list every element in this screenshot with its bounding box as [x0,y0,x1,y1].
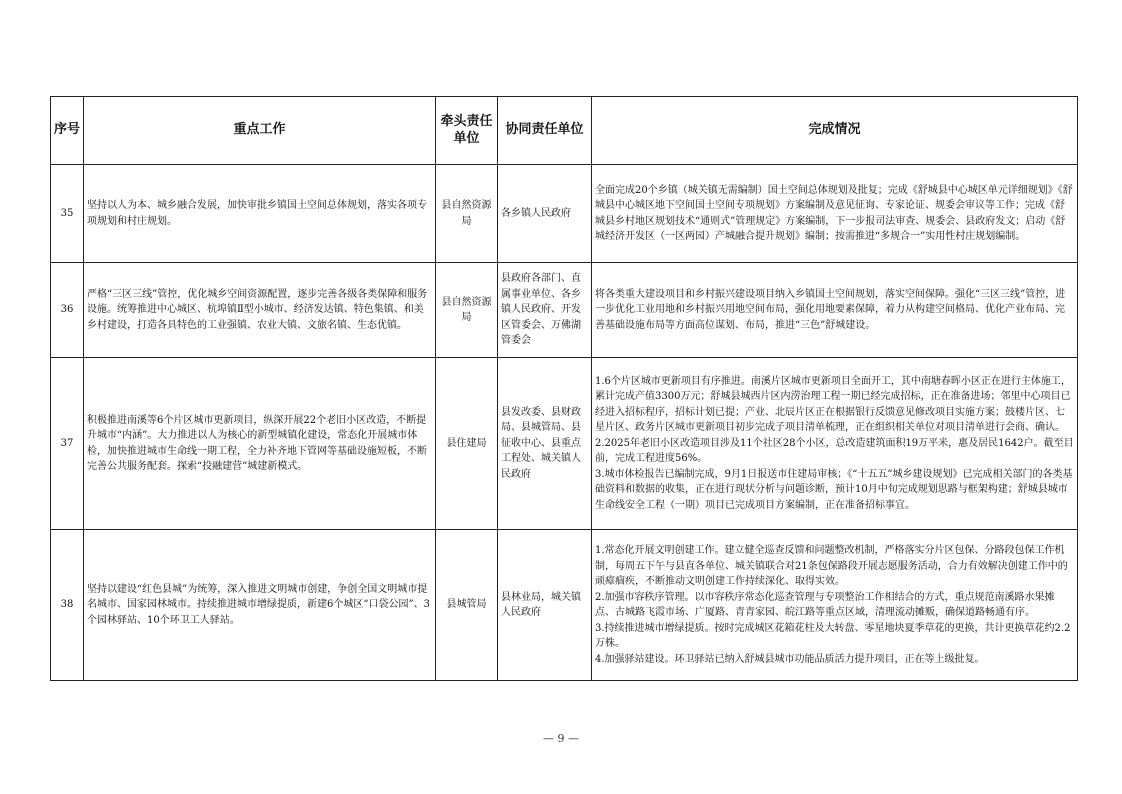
header-serial-number: 序号 [51,97,84,165]
work-table [50,96,1078,681]
status-paragraph: 将各类重大建设项目和乡村振兴建设项目纳入乡镇国土空间规划，落实空间保障。强化“三区三线”管控，进一步优化工业用地和乡村振兴用地空间布局，强化用地要素保障，着力从构建空间格局、优化产业布局、完善基础设施布局等方面高位谋划、布局，推进“三色”舒城建设。 [595,288,1066,331]
status-paragraph: 1.6个片区城市更新项目有序推进。南溪片区城市更新项目全面开工，其中南塘春晖小区正在进行主体施工，累计完成产值3300万元；舒城县城西片区内涝治理工程一期已经完成招标，正在准备进场；邻里中心项目已经进入招标程序，招标计划已提；产业、北辰片区正在根据银行反馈意见修改项目实施方案；鼓楼片区、七星片区、政务片区城市更新项目初步完成子项目清单梳理，正在组织相关单位对项目清单进行会商、确认。 [595,375,1071,434]
row-key-work: 严格“三区三线”管控，优化城乡空间资源配置，逐步完善各级各类保障和服务设施。统筹推进中心城区、杭埠镇Ⅱ型小城市、经济发达镇、特色集镇、和美乡村建设，打造各具特色的工业强镇、农业大镇、文旅名镇、生态优镇。 [84,263,436,358]
row-lead-unit: 县自然资源局 [436,263,498,358]
page-number: — 9 — [543,732,579,745]
status-paragraph: 全面完成20个乡镇（城关镇无需编制）国土空间总体规划及批复；完成《舒城县中心城区单元详细规划》《舒城县中心城区地下空间国土空间专项规划》方案编制及意见征询、专家论证、规委会审议等工作；完成《舒城县乡村地区规划技术“通则式”管理规定》方案编制，下一步报司法审查、规委会、县政府发文；启动《舒城经济开发区（一区两园）产城融合提升规划》编制；按需推进“多规合一”实用性村庄规划编制。 [595,184,1073,242]
row-key-work: 坚持以人为本、城乡融合发展，加快审批乡镇国土空间总体规划，落实各项专项规划和村庄规划。 [84,165,436,263]
row-serial-number: 35 [51,165,84,263]
row-lead-unit: 县城管局 [436,530,498,681]
row-key-work: 坚持以建设“红色县城”为统筹，深入推进文明城市创建，争创全国文明城市提名城市、国家园林城市。持续推进城市增绿提质，新建6个城区“口袋公园”、3个园林驿站、10个环卫工人驿站。 [84,530,436,681]
row-key-work: 积极推进南溪等6个片区城市更新项目，纵深开展22个老旧小区改造，不断提升城市“内涵”。大力推进以人为核心的新型城镇化建设，常态化开展城市体检，加快推进城市生命线一期工程，全力补齐地下管网等基础设施短板，不断完善公共服务配套。探索“投融建营”城建新模式。 [84,358,436,530]
row-cooperating-unit: 各乡镇人民政府 [498,165,592,263]
status-paragraph: 3.城市体检报告已编制完成，9月1日报送市住建局审核；《“十五五”城乡建设规划》已完成相关部门的各类基础资料和数据的收集，正在进行现状分析与问题诊断，预计10月中旬完成规划思路与框架构建；舒城县城市生命线安全工程（一期）项目已完成项目方案编制，正在准备招标事宜。 [595,468,1073,511]
status-paragraph: 2.加强市容秩序管理。以市容秩序常态化巡查管理与专项整治工作相结合的方式，重点规范南溪路水果摊点、古城路飞霞市场、广厦路、青青家园、皖江路等重点区域，清理流动摊贩，确保道路畅通有序。 [595,591,1055,618]
table-row [51,165,1078,263]
status-paragraph: 2.2025年老旧小区改造项目涉及11个社区28个小区，总改造建筑面积19万平米，惠及居民1642户。截至目前，完成工程进度56%。 [595,437,1074,465]
row-completion-status [592,358,1078,530]
row-cooperating-unit: 县发改委、县财政局、县城管局、县征收中心、县重点工程处、城关镇人民政府 [498,358,592,530]
row-lead-unit: 县住建局 [436,358,498,530]
row-serial-number: 37 [51,358,84,530]
status-paragraph: 3.持续推进城市增绿提质。按时完成城区花箱花柱及大转盘、零星地块夏季草花的更换，共计更换草花约2.2万株。 [595,622,1071,649]
header-lead-unit: 牵头责任单位 [436,97,498,165]
row-completion-status [592,530,1078,681]
status-paragraph: 1.常态化开展文明创建工作。建立健全巡查反馈和问题整改机制，严格落实分片区包保、分路段包保工作机制，每周五下午与县直各单位、城关镇联合对21条包保路段开展志愿服务活动，合力有效解决创建工作中的顽瘴痼疾，不断推动文明创建工作持续深化、取得实效。 [595,545,1068,587]
status-paragraph: 4.加强驿站建设。环卫驿站已纳入舒城县城市功能品质活力提升项目，正在等上级批复。 [595,653,985,665]
row-completion-status [592,165,1078,263]
table-row [51,530,1078,681]
row-serial-number: 38 [51,530,84,681]
row-lead-unit: 县自然资源局 [436,165,498,263]
row-serial-number: 36 [51,263,84,358]
table-row [51,358,1078,530]
header-key-work: 重点工作 [84,97,436,165]
header-completion-status: 完成情况 [592,97,1078,165]
table-row [51,263,1078,358]
header-cooperating-unit: 协同责任单位 [498,97,592,165]
row-cooperating-unit: 县政府各部门、直属事业单位、各乡镇人民政府、开发区管委会、万佛湖管委会 [498,263,592,358]
row-cooperating-unit: 县林业局，城关镇人民政府 [498,530,592,681]
table-header-row [51,97,1078,165]
row-completion-status [592,263,1078,358]
